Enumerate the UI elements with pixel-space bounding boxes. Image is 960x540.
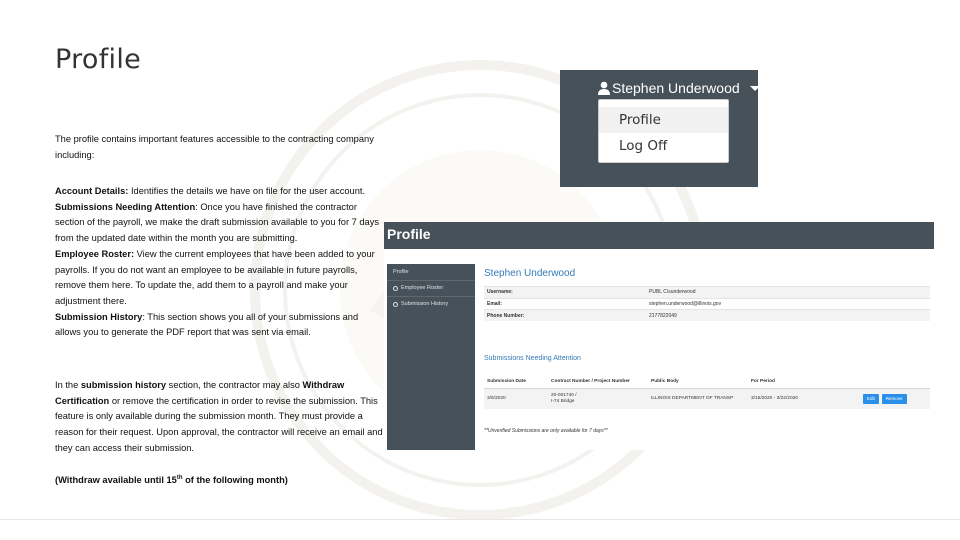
table-header-row — [484, 376, 930, 388]
account-value: stephen.underwood@illinois.gov — [646, 298, 930, 310]
column-header-actions — [860, 376, 930, 388]
menu-item-log-off[interactable]: Log Off — [619, 138, 668, 154]
column-header: Contract Number / Project Number — [548, 376, 648, 388]
sidebar-item-employee-roster[interactable] — [393, 285, 443, 291]
footer-divider — [0, 519, 960, 520]
edit-button[interactable]: Edit — [863, 394, 879, 404]
sidebar-divider — [387, 280, 475, 281]
table-row — [484, 310, 930, 322]
user-icon — [598, 81, 610, 95]
account-details-table — [484, 286, 930, 321]
user-name-label: Stephen Underwood — [612, 80, 740, 96]
unverified-note: **Unverified Submissions are only available for 7 days** — [484, 428, 608, 434]
contract-number: 20-001740 / I-74 Bridge — [548, 388, 648, 409]
account-key: Phone Number: — [484, 310, 646, 322]
table-row — [484, 287, 930, 299]
sidebar-divider — [387, 296, 475, 297]
column-header: Submission Date — [484, 376, 548, 388]
user-menu-screenshot — [560, 70, 758, 187]
column-header: For Period — [748, 376, 860, 388]
sidebar-item-label: Submission History — [401, 301, 449, 307]
for-period: 3/15/2020 - 3/22/2020 — [748, 388, 860, 409]
search-icon — [393, 302, 398, 307]
intro-paragraph: The profile contains important features accessible to the contracting company including: — [55, 134, 374, 160]
profile-sidebar — [387, 264, 475, 450]
chevron-down-icon — [750, 86, 760, 91]
profile-user-name: Stephen Underwood — [484, 268, 576, 279]
profile-header-title: Profile — [387, 226, 431, 242]
profile-page-screenshot — [384, 222, 934, 450]
search-icon — [393, 286, 398, 291]
withdraw-note: (Withdraw available until 15th of the following month) — [55, 475, 288, 486]
definition-submission-history: Submission History: This section shows you all of your submissions and allows you to generate the PDF report that was sent via email. — [55, 311, 359, 338]
account-key: Username: — [484, 287, 646, 299]
menu-item-profile[interactable]: Profile — [599, 107, 728, 133]
submission-history-paragraph: In the submission history section, the contractor may also Withdraw Certification or remove the certification in order to revise the submission. This feature is only available during the submission month. They must provide a reason for their request. Upon approval, the contractor will receive an email and they can access their submission. — [55, 380, 383, 453]
table-row — [484, 388, 930, 409]
column-header: Public Body — [648, 376, 748, 388]
definition-employee-roster: Employee Roster: View the current employees that have been added to your payrolls. If you do not want an employee to be available in future payrolls, remove them here. To update the, add them to a payroll and make your adjustment there. — [55, 248, 375, 306]
row-actions — [860, 388, 930, 409]
account-value: PUBL C\sunderwood — [646, 287, 930, 299]
user-dropdown-menu — [598, 99, 729, 163]
user-menu-button[interactable] — [598, 80, 760, 96]
account-value: 2177822049 — [646, 310, 930, 322]
definition-submissions-needing-attention: Submissions Needing Attention: Once you have finished the contractor section of the payroll, we make the draft submission available to you for 7 days from the updated date within the month you are submitting. — [55, 201, 380, 244]
submissions-table — [484, 376, 930, 409]
account-key: Email: — [484, 298, 646, 310]
slide-title: Profile — [55, 44, 142, 75]
sidebar-item-submission-history[interactable] — [393, 301, 448, 307]
section-title-submissions: Submissions Needing Attention — [484, 355, 581, 362]
sidebar-item-label: Employee Roster — [401, 285, 444, 291]
profile-header-bar — [384, 222, 934, 249]
public-body: ILLINOIS DEPARTMENT OF TRANSP — [648, 388, 748, 409]
sidebar-item-profile[interactable] — [393, 269, 409, 275]
feature-definitions — [55, 184, 385, 341]
submission-date: 3/6/2020 — [484, 388, 548, 409]
definition-account-details: Account Details: Identifies the details we have on file for the user account. — [55, 186, 366, 196]
sidebar-item-label: Profile — [393, 269, 409, 275]
remove-button[interactable]: Remove — [882, 394, 907, 404]
table-row — [484, 298, 930, 310]
